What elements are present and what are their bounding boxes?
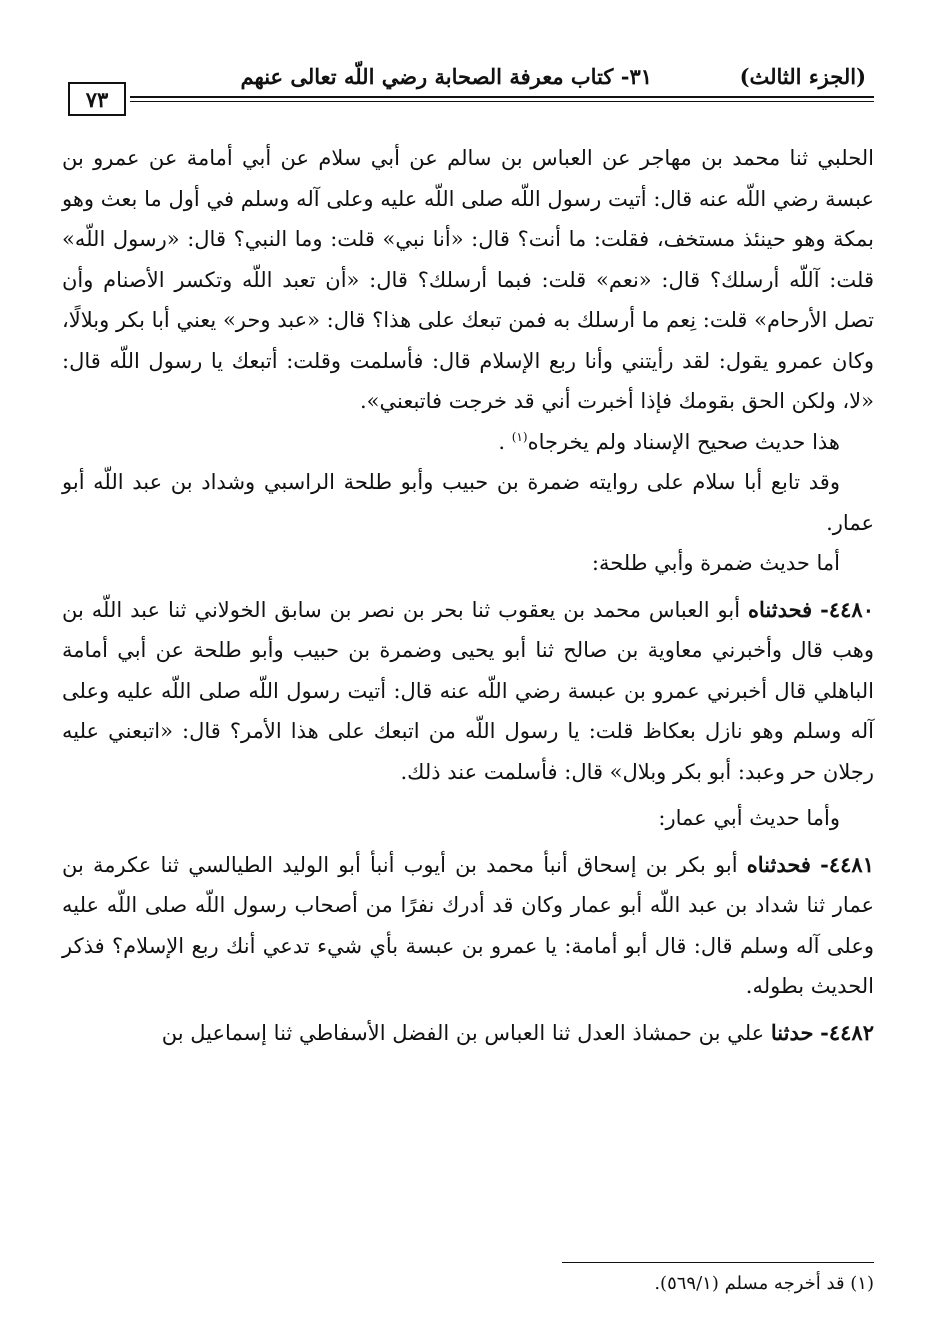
volume-label: (الجزء الثالث) (739, 64, 866, 89)
hadith-number: ٤٤٨٢- (820, 1019, 874, 1045)
section-intro-ammar: وأما حديث أبي عمار: (658, 806, 840, 830)
hadith-number: ٤٤٨١- (820, 851, 874, 877)
grading-text: هذا حديث صحيح الإسناد ولم يخرجاه (527, 429, 840, 454)
hadith-text: أبو بكر بن إسحاق أنبأ محمد بن أيوب أنبأ أبو الوليد الطيالسي ثنا عكرمة بن عمار ثنا شداد بن عبد اللّه أبو عمار وكان قد أدرك نفرًا من أصحاب رسول اللّه صلى اللّه عليه وعلى آله وسلم قال: قال أبو أمامة: يا عمرو بن عبسة بأي شيء تدعي أنك ربع الإسلام؟ فذكر الحديث بطوله. (62, 852, 874, 998)
footnote-separator (562, 1262, 874, 1263)
hadith-text: علي بن حمشاذ العدل ثنا العباس بن الفضل الأسفاطي ثنا إسماعيل بن (161, 1020, 765, 1045)
running-header (68, 60, 874, 126)
grading-note (62, 422, 874, 463)
hadith-4481 (62, 845, 874, 1007)
chapter-title: ٣١- كتاب معرفة الصحابة رضي اللّه تعالى عنهم (240, 64, 652, 89)
header-rule-thin (130, 101, 874, 102)
grading-period: . (498, 429, 506, 454)
corroboration-note: وقد تابع أبا سلام على روايته ضمرة بن حبيب وأبو طلحة الراسبي وشداد بن عبد اللّه أبو عمار. (62, 470, 874, 535)
footnote: (١) قد أخرجه مسلم (٥٦٩/١). (654, 1273, 874, 1294)
hadith-continuation: الحلبي ثنا محمد بن مهاجر عن العباس بن سالم عن أبي سلام عن أبي أمامة عن عمرو بن عبسة رضي اللّه عنه قال: أتيت رسول اللّه صلى اللّه عليه وعلى آله وسلم في أول ما بعث وهو بمكة وهو حينئذ مستخف، فقلت: ما أنت؟ قال: «أنا نبي» قلت: وما النبي؟ قال: «رسول اللّه» قلت: آللّه أرسلك؟ قال: «نعم» قلت: فبما أرسلك؟ قال: «أن تعبد اللّه وتكسر الأصنام وأن تصل الأرحام» قلت: نِعم ما أرسلك به فمن تبعك على هذا؟ قال: «عبد وحر» يعني أبا بكر وبلالًا، وكان عمرو يقول: لقد رأيتني وأنا ربع الإسلام قال: فأسلمت وقلت: أتبعك يا رسول اللّه قال: «لا، ولكن الحق بقومك فإذا أخبرت أني قد خرجت فاتبعني». (62, 146, 874, 413)
hadith-text: أبو العباس محمد بن يعقوب ثنا بحر بن نصر بن سابق الخولاني ثنا عبد اللّه بن وهب قال وأخبرني معاوية بن صالح ثنا أبو يحيى وضمرة بن حبيب وأبو طلحة عن أبي أمامة الباهلي قال أخبرني عمرو بن عبسة رضي اللّه عنه قال: أتيت رسول اللّه صلى اللّه عليه وعلى آله وسلم وهو نازل بعكاظ قلت: يا رسول اللّه من اتبعك على هذا الأمر؟ قال: «اتبعني عليه رجلان حر وعبد: أبو بكر وبلال» قال: فأسلمت عند ذلك. (62, 597, 874, 784)
transmission-verb: فحدثناه (748, 596, 813, 622)
section-intro-damra: أما حديث ضمرة وأبي طلحة: (591, 551, 840, 575)
header-rule (130, 96, 874, 98)
hadith-4482 (62, 1013, 874, 1054)
footnote-ref: (١) (511, 429, 528, 444)
hadith-4480 (62, 590, 874, 793)
transmission-verb: حدثنا (770, 1019, 814, 1045)
main-text (62, 138, 874, 1053)
transmission-verb: فحدثناه (746, 851, 811, 877)
page-number: ٧٣ (68, 82, 126, 116)
hadith-number: ٤٤٨٠- (820, 596, 874, 622)
